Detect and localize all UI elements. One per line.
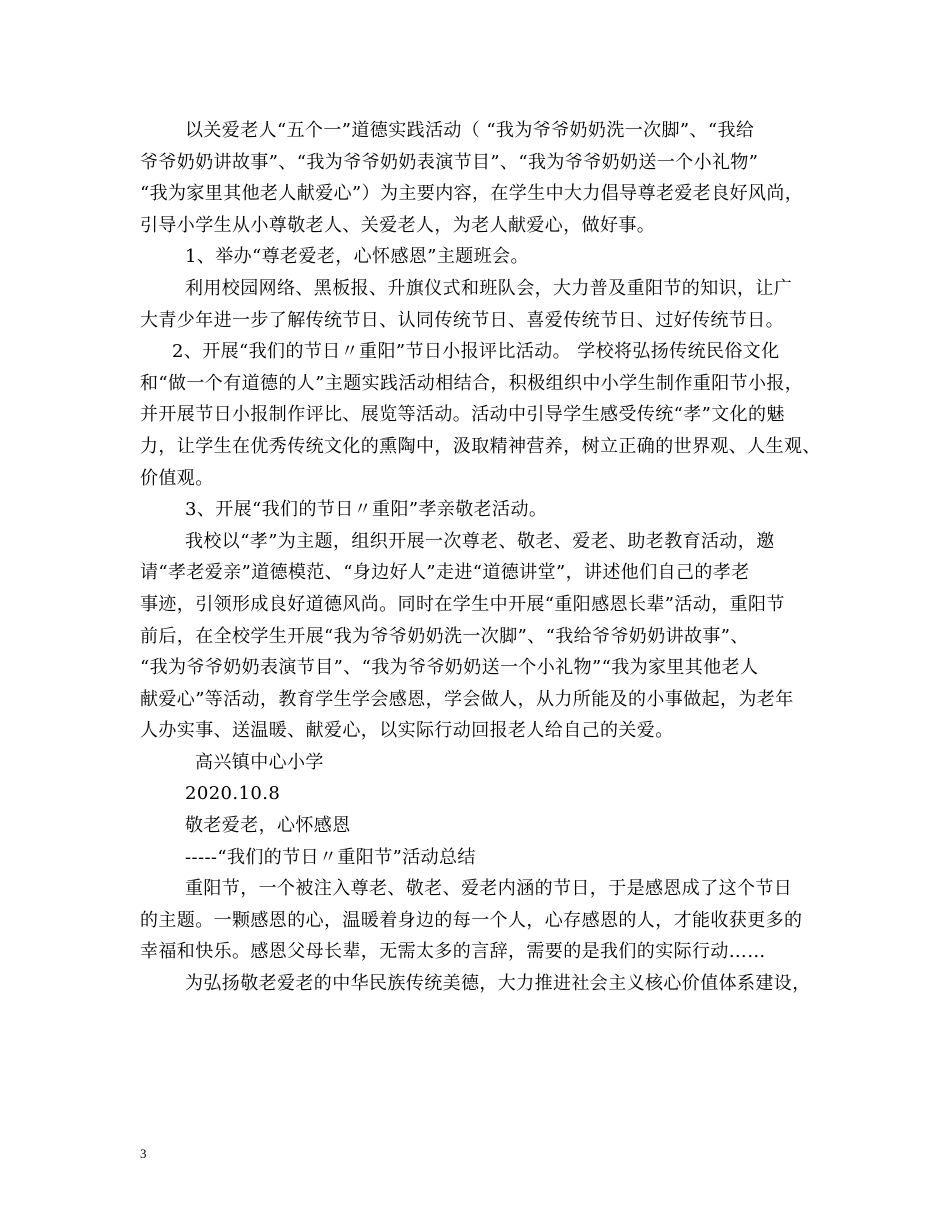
text-line: 和“做一个有道德的人”主题实践活动相结合，积极组织中小学生制作重阳节小报，: [140, 372, 804, 394]
date-line: 2020.10.8: [185, 783, 281, 805]
text-line: 重阳节，一个被注入尊老、敬老、爱老内涵的节日，于是感恩成了这个节日: [185, 878, 793, 900]
article-title: 敬老爱老，心怀感恩: [185, 815, 351, 837]
text-line: 请“孝老爱亲”道德模范、“身边好人”走进“道德讲堂”，讲述他们自己的孝老: [140, 562, 750, 584]
section-heading: 1、举办“尊老爱老，心怀感恩”主题班会。: [185, 246, 529, 268]
text-line: 大青少年进一步了解传统节日、认同传统节日、喜爱传统节日、过好传统节日。: [140, 309, 784, 331]
text-line: 引导小学生从小尊敬老人、关爱老人，为老人献爱心，做好事。: [140, 214, 656, 236]
text-line: 事迹，引领形成良好道德风尚。同时在学生中开展“重阳感恩长辈”活动，重阳节: [140, 593, 785, 615]
text-line: 并开展节日小报制作评比、展览等活动。活动中引导学生感受传统“孝”文化的魅: [140, 404, 785, 426]
text-line: 力，让学生在优秀传统文化的熏陶中，汲取精神营养，树立正确的世界观、人生观、: [140, 435, 821, 457]
text-line: 爷爷奶奶讲故事”、“我为爷爷奶奶表演节目”、“我为爷爷奶奶送一个小礼物”: [140, 151, 759, 173]
text-line: 幸福和快乐。感恩父母长辈，无需太多的言辞，需要的是我们的实际行动……: [140, 941, 766, 963]
school-signature: 高兴镇中心小学: [195, 751, 324, 773]
text-line: 价值观。: [140, 467, 214, 489]
article-subtitle: -----“我们的节日〃重阳节”活动总结: [185, 846, 476, 868]
text-line: 的主题。一颗感恩的心，温暖着身边的每一个人，心存感恩的人，才能收获更多的: [140, 909, 803, 931]
text-line: 为弘扬敬老爱老的中华民族传统美德，大力推进社会主义核心价值体系建设，: [185, 973, 811, 995]
section-heading: 2、开展“我们的节日〃重阳”节日小报评比活动。 学校将弘扬传统民俗文化: [172, 341, 780, 363]
text-line: 献爱心”等活动，教育学生学会感恩，学会做人，从力所能及的小事做起，为老年: [140, 688, 794, 710]
text-line: “我为家里其他老人献爱心”）为主要内容，在学生中大力倡导尊老爱老良好风尚，: [140, 183, 804, 205]
text-line: 我校以“孝”为主题，组织开展一次尊老、敬老、爱老、助老教育活动，邀: [185, 530, 775, 552]
text-line: “我为爷爷奶奶表演节目”、“我为爷爷奶奶送一个小礼物”“我为家里其他老人: [140, 657, 759, 679]
page-number: 3: [140, 1146, 147, 1161]
text-line: 利用校园网络、黑板报、升旗仪式和班队会，大力普及重阳节的知识，让广: [185, 277, 793, 299]
text-line: 前后，在全校学生开展“我为爷爷奶奶洗一次脚”、“我给爷爷奶奶讲故事”、: [140, 625, 749, 647]
text-line: 人办实事、送温暖、献爱心，以实际行动回报老人给自己的关爱。: [140, 720, 674, 742]
text-line: 以关爱老人“五个一”道德实践活动（ “我为爷爷奶奶洗一次脚”、“我给: [185, 120, 755, 141]
document-body: [140, 115, 825, 1000]
section-heading: 3、开展“我们的节日〃重阳”孝亲敬老活动。: [185, 499, 548, 521]
